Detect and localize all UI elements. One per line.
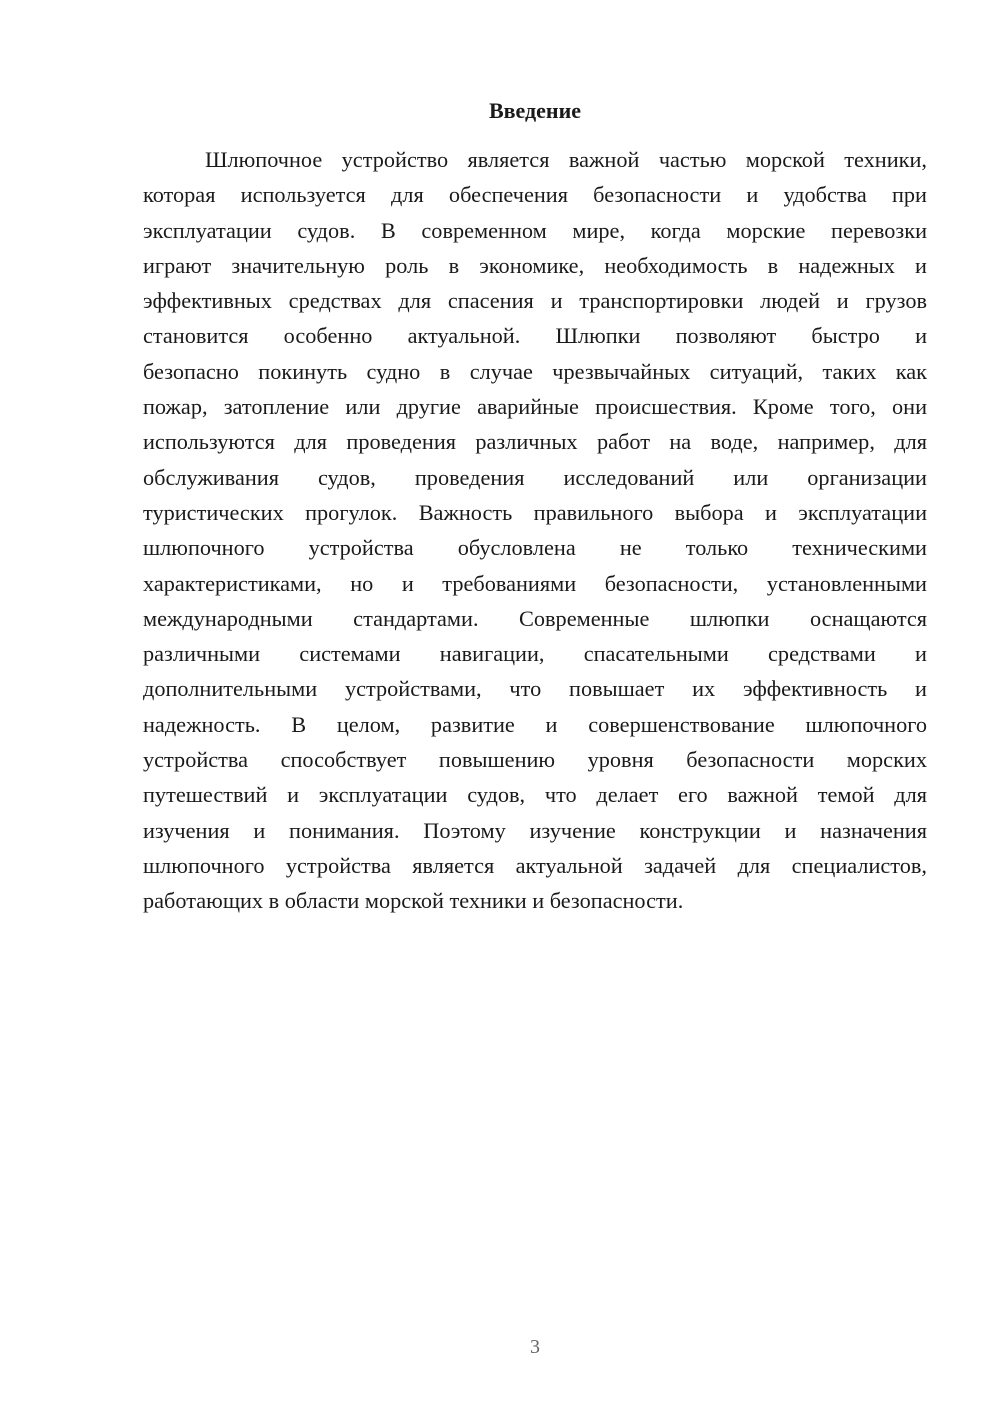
paragraph-line: становится особенно актуальной. Шлюпки позволяют быстро и <box>143 323 927 349</box>
paragraph-line: путешествий и эксплуатации судов, что делает его важной темой для <box>143 782 927 808</box>
paragraph-line: надежность. В целом, развитие и совершенствование шлюпочного <box>143 711 927 737</box>
paragraph-line: используются для проведения различных работ на воде, например, для <box>143 429 927 455</box>
paragraph-line: эффективных средствах для спасения и транспортировки людей и грузов <box>143 288 927 314</box>
paragraph-line: изучения и понимания. Поэтому изучение конструкции и назначения <box>143 817 927 843</box>
paragraph-line: эксплуатации судов. В современном мире, когда морские перевозки <box>143 217 927 243</box>
paragraph-line: пожар, затопление или другие аварийные происшествия. Кроме того, они <box>143 394 927 420</box>
page-number: 3 <box>530 1336 540 1358</box>
paragraph-line: международными стандартами. Современные шлюпки оснащаются <box>143 605 927 631</box>
paragraph-line: Шлюпочное устройство является важной частью морской техники, <box>205 147 927 172</box>
paragraph-line: дополнительными устройствами, что повышает их эффективность и <box>143 676 927 702</box>
paragraph-line: устройства способствует повышению уровня безопасности морских <box>143 747 927 773</box>
paragraph-line: туристических прогулок. Важность правильного выбора и эксплуатации <box>143 499 927 525</box>
paragraph-line: характеристиками, но и требованиями безопасности, установленными <box>143 570 927 596</box>
paragraph-line: играют значительную роль в экономике, необходимость в надежных и <box>143 252 927 278</box>
paragraph-line: шлюпочного устройства обусловлена не только техническими <box>143 535 927 561</box>
body-paragraph <box>143 142 927 919</box>
paragraph-line: работающих в области морской техники и безопасности. <box>143 888 684 914</box>
paragraph-line: которая используется для обеспечения безопасности и удобства при <box>143 182 927 208</box>
paragraph-line: шлюпочного устройства является актуальной задачей для специалистов, <box>143 852 927 878</box>
paragraph-line: безопасно покинуть судно в случае чрезвычайных ситуаций, таких как <box>143 358 927 384</box>
paragraph-line: различными системами навигации, спасательными средствами и <box>143 641 927 667</box>
paragraph-line: обслуживания судов, проведения исследований или организации <box>143 464 927 490</box>
section-heading: Введение <box>488 98 582 123</box>
